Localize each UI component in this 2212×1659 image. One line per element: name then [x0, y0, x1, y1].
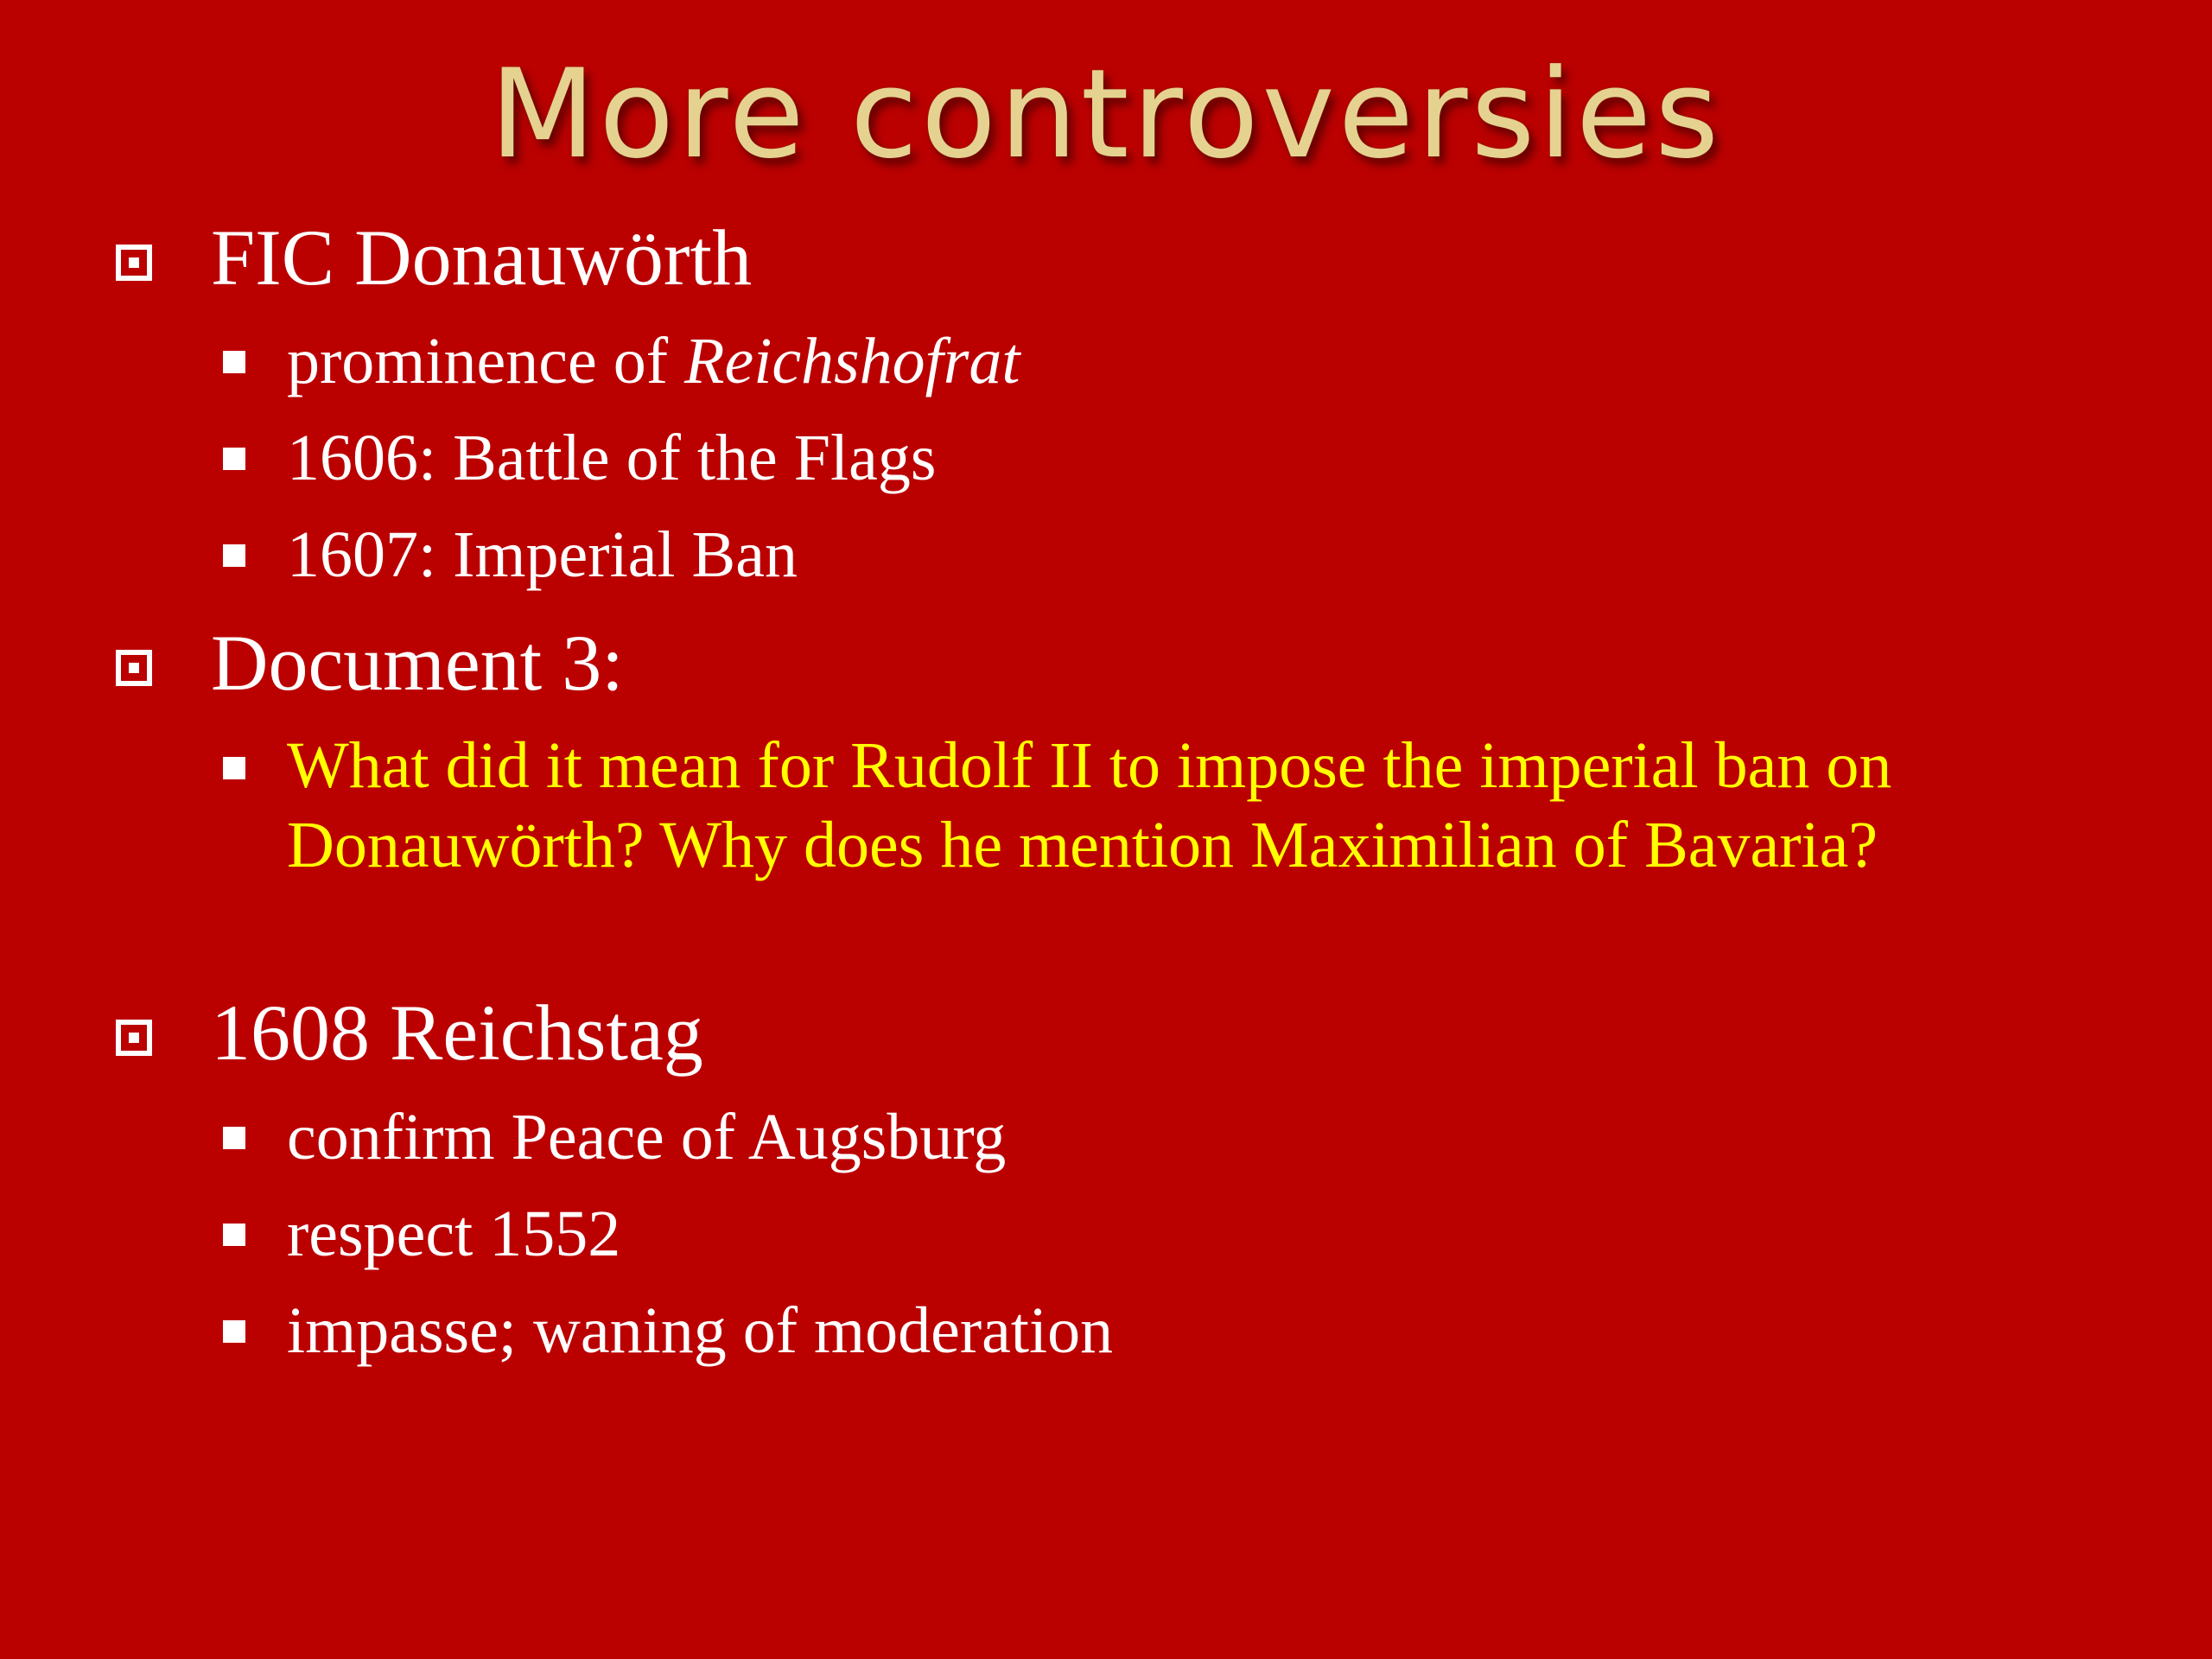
- list-item-reichshofrat: [287, 321, 1020, 401]
- list-item-respect-1552: respect 1552: [287, 1198, 621, 1270]
- section-heading-donauworth: FIC Donauwörth: [211, 213, 753, 302]
- square-bullet-icon: [116, 650, 152, 686]
- list-item-question: What did it mean for Rudolf II to impose the imperial ban on Donauwörth? Why does he mention Maximilian of Bavaria?: [287, 729, 1892, 881]
- list-item-battle-of-flags: 1606: Battle of the Flags: [287, 422, 937, 494]
- small-square-bullet-icon: [223, 544, 245, 567]
- small-square-bullet-icon: [223, 351, 245, 373]
- list-item-text: prominence of: [287, 325, 685, 397]
- small-square-bullet-icon: [223, 1224, 245, 1246]
- square-bullet-icon: [116, 245, 152, 281]
- list-item-imperial-ban: 1607: Imperial Ban: [287, 518, 798, 591]
- section-heading-reichstag: 1608 Reichstag: [211, 988, 703, 1077]
- square-bullet-icon: [116, 1020, 152, 1056]
- list-item-peace-of-augsburg: confirm Peace of Augsburg: [287, 1101, 1007, 1173]
- small-square-bullet-icon: [223, 1127, 245, 1149]
- small-square-bullet-icon: [223, 448, 245, 470]
- small-square-bullet-icon: [223, 1320, 245, 1343]
- list-item-italic-term: Reichshofrat: [684, 325, 1020, 397]
- section-heading-document-3: Document 3:: [211, 619, 624, 707]
- slide-title: More controversies: [489, 43, 1723, 186]
- small-square-bullet-icon: [223, 757, 245, 779]
- list-item-impasse: impasse; waning of moderation: [287, 1294, 1114, 1367]
